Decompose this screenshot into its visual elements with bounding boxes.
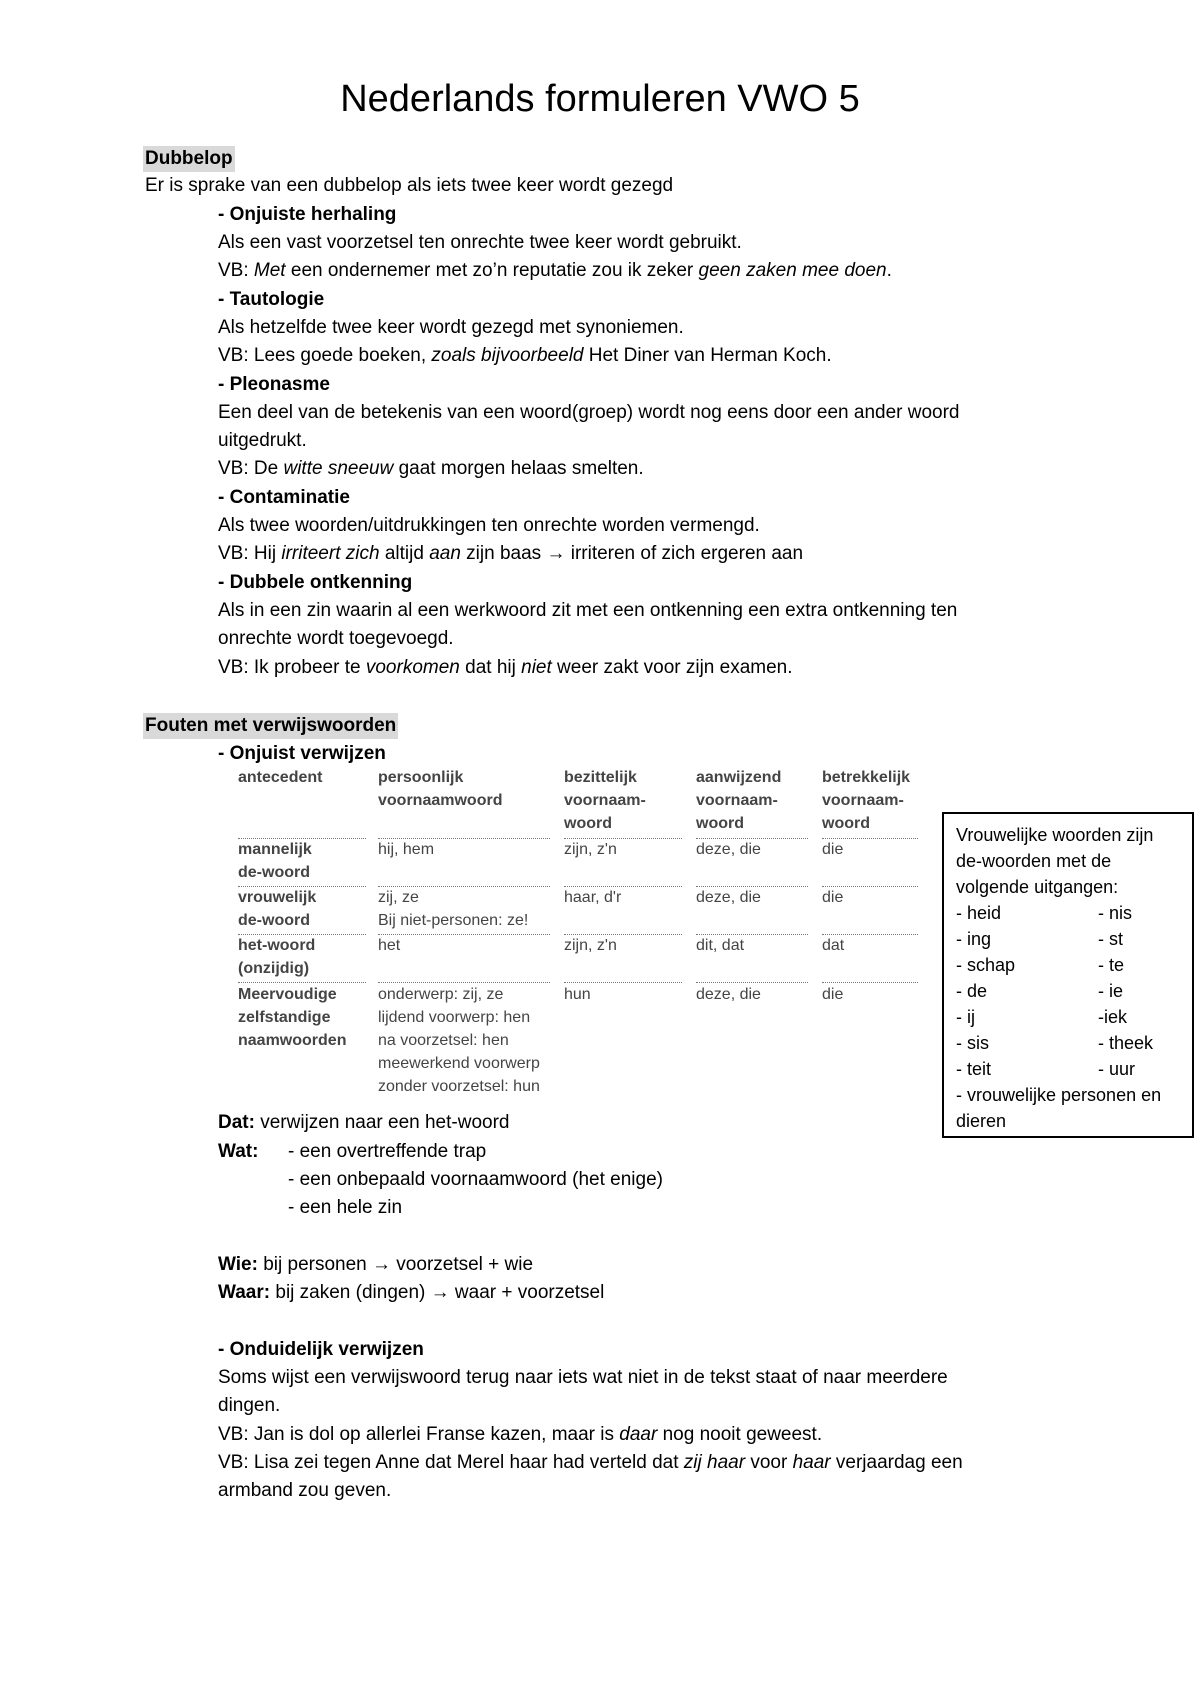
table-cell: dat	[822, 937, 845, 954]
tautologie-label: - Tautologie	[218, 289, 325, 310]
vrouwelijke-woorden-box	[942, 812, 1194, 1138]
pleonasme-desc-line1: Een deel van de betekenis van een woord(groep) wordt nog eens door een ander woord	[218, 402, 960, 423]
onduidelijk-desc-line1: Soms wijst een verwijswoord terug naar iets wat niet in de tekst staat of naar meerdere	[218, 1367, 948, 1388]
table-cell: hun	[564, 986, 591, 1003]
table-header-persoonlijk: persoonlijk voornaamwoord	[378, 769, 503, 809]
wat-item: - een overtreffende trap	[288, 1141, 487, 1162]
table-cell: die	[822, 986, 844, 1003]
table-row-label: het-woord (onzijdig)	[238, 937, 316, 977]
onduidelijk-verwijzen-label: - Onduidelijk verwijzen	[218, 1339, 424, 1360]
tautologie-example: VB: Lees goede boeken, zoals bijvoorbeeld Het Diner van Herman Koch.	[218, 345, 832, 366]
table-header-antecedent: antecedent	[238, 769, 323, 786]
arrow-right-icon: →	[546, 543, 566, 564]
arrow-right-icon: →	[430, 1282, 450, 1303]
box-intro-line: volgende uitgangen:	[956, 877, 1119, 897]
onjuist-verwijzen-label: - Onjuist verwijzen	[218, 743, 386, 764]
table-cell: die	[822, 841, 844, 858]
arrow-right-icon: →	[372, 1254, 392, 1275]
table-cell: dit, dat	[696, 937, 745, 954]
dubbele-ontkenning-example: VB: Ik probeer te voorkomen dat hij niet weer zakt voor zijn examen.	[218, 657, 793, 678]
wie-rule: Wie: bij personen → voorzetsel + wie	[218, 1254, 534, 1275]
suffix-item: - nis	[1098, 903, 1133, 923]
table-cell: zijn, z'n	[564, 841, 617, 858]
onduidelijk-desc-line2: dingen.	[218, 1395, 281, 1416]
table-row-label: vrouwelijk de-woord	[238, 889, 317, 929]
box-intro-line: de-woorden met de	[956, 851, 1112, 871]
suffix-item: - sis	[956, 1033, 989, 1053]
table-header-betrekkelijk: betrekkelijk voornaam- woord	[822, 769, 911, 832]
onduidelijk-example-2: VB: Lisa zei tegen Anne dat Merel haar had verteld dat zij haar voor haar verjaardag een	[218, 1452, 963, 1473]
box-footer-line: - vrouwelijke personen en	[956, 1085, 1162, 1105]
suffix-item: - de	[956, 981, 988, 1001]
table-cell: hij, hem	[378, 841, 435, 858]
table-cell: deze, die	[696, 889, 761, 906]
dubbelop-intro: Er is sprake van een dubbelop als iets twee keer wordt gezegd	[145, 175, 674, 196]
contaminatie-example: VB: Hij irriteert zich altijd aan zijn baas → irriteren of zich ergeren aan	[218, 543, 804, 564]
suffix-item: - schap	[956, 955, 1016, 975]
suffix-item: - uur	[1098, 1059, 1136, 1079]
box-footer-line: dieren	[956, 1111, 1007, 1131]
contaminatie-label: - Contaminatie	[218, 487, 350, 508]
table-cell: onderwerp: zij, ze lijdend voorwerp: hen na voorzetsel: hen meewerkend voorwerp zonder voorzetsel: hun	[378, 986, 540, 1095]
table-row-label: Meervoudige zelfstandige naamwoorden	[238, 986, 347, 1049]
pleonasme-label: - Pleonasme	[218, 374, 330, 395]
dat-rule: Dat: verwijzen naar een het-woord	[218, 1112, 510, 1133]
suffix-item: - theek	[1098, 1033, 1154, 1053]
page-title: Nederlands formuleren VWO 5	[340, 78, 860, 120]
onjuiste-herhaling-label: - Onjuiste herhaling	[218, 204, 397, 225]
waar-rule: Waar: bij zaken (dingen) → waar + voorzetsel	[218, 1282, 605, 1303]
dubbele-ontkenning-desc-line1: Als in een zin waarin al een werkwoord zit met een ontkenning een extra ontkenning ten	[218, 600, 958, 621]
table-cell: die	[822, 889, 844, 906]
suffix-item: - ing	[956, 929, 992, 949]
tautologie-desc: Als hetzelfde twee keer wordt gezegd met synoniemen.	[218, 317, 684, 338]
table-cell: deze, die	[696, 986, 761, 1003]
suffix-item: - heid	[956, 903, 1002, 923]
table-cell: zij, ze Bij niet-personen: ze!	[378, 889, 529, 929]
suffix-item: - ie	[1098, 981, 1124, 1001]
table-cell: zijn, z'n	[564, 937, 617, 954]
onduidelijk-example-2-line2: armband zou geven.	[218, 1480, 392, 1501]
suffix-item: - te	[1098, 955, 1125, 975]
section-heading-dubbelop: Dubbelop	[143, 146, 235, 172]
onjuiste-herhaling-desc: Als een vast voorzetsel ten onrechte twee keer wordt gebruikt.	[218, 232, 742, 253]
dubbele-ontkenning-desc-line2: onrechte wordt toegevoegd.	[218, 628, 454, 649]
section-heading-verwijswoorden: Fouten met verwijswoorden	[143, 713, 398, 739]
table-row-label: mannelijk de-woord	[238, 841, 312, 881]
suffix-item: - teit	[956, 1059, 992, 1079]
table-cell: het	[378, 937, 401, 954]
suffix-item: - ij	[956, 1007, 975, 1027]
pleonasme-example: VB: De witte sneeuw gaat morgen helaas smelten.	[218, 458, 644, 479]
wat-label: Wat:	[218, 1141, 259, 1162]
contaminatie-desc: Als twee woorden/uitdrukkingen ten onrechte worden vermengd.	[218, 515, 760, 536]
wat-item: - een hele zin	[288, 1197, 403, 1218]
wat-item: - een onbepaald voornaamwoord (het enige)	[288, 1169, 663, 1190]
onduidelijk-example-1: VB: Jan is dol op allerlei Franse kazen, maar is daar nog nooit geweest.	[218, 1424, 823, 1445]
table-header-aanwijzend: aanwijzend voornaam- woord	[696, 769, 782, 832]
table-cell: haar, d'r	[564, 889, 622, 906]
pleonasme-desc-line2: uitgedrukt.	[218, 430, 307, 451]
onjuiste-herhaling-example: VB: Met een ondernemer met zo’n reputatie zou ik zeker geen zaken mee doen.	[218, 260, 892, 281]
table-header-bezittelijk: bezittelijk voornaam- woord	[564, 769, 646, 832]
suffix-item: -iek	[1098, 1007, 1128, 1027]
dubbele-ontkenning-label: - Dubbele ontkenning	[218, 572, 413, 593]
suffix-item: - st	[1098, 929, 1123, 949]
box-intro-line: Vrouwelijke woorden zijn	[956, 825, 1154, 845]
table-cell: deze, die	[696, 841, 761, 858]
